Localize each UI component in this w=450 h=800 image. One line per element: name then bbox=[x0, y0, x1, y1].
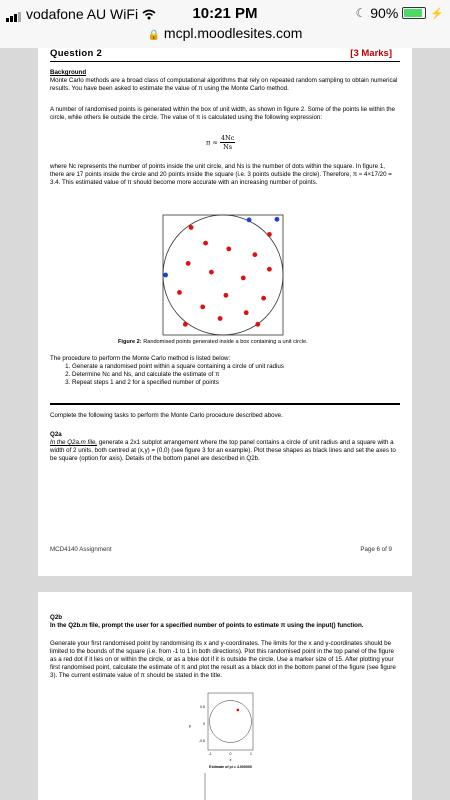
tasks-intro: Complete the following tasks to perform the Monte Carlo procedure described above. bbox=[50, 412, 283, 419]
mini-ytick: 0.5 bbox=[200, 705, 205, 709]
inside-point bbox=[261, 296, 266, 301]
q2a-body: generate a 2x1 subplot arrangement where the top panel contains a circle of unit radius and a square with a width of 2 units, both centred at (x,y) = (0,0) (see figure 3 for an example). Plot these shapes as black lines and set the axes to be square (option for axis). Details of the bottom panel are described in Q2b. bbox=[50, 439, 396, 463]
background-heading: Background bbox=[50, 69, 87, 76]
procedure-intro: The procedure to perform the Monte Carlo method is listed below: bbox=[50, 355, 231, 362]
mini-xlabel: x bbox=[229, 758, 232, 762]
footer-left: MCD4140 Assignment bbox=[50, 546, 112, 553]
inside-point bbox=[255, 322, 260, 327]
inside-point bbox=[177, 290, 182, 295]
inside-point bbox=[183, 322, 188, 327]
url-text: mcpl.moodlesites.com bbox=[163, 25, 303, 41]
q2b-heading: Q2b bbox=[50, 614, 63, 621]
footer-right: Page 6 of 9 bbox=[360, 546, 392, 553]
mini-square bbox=[208, 693, 253, 750]
mini-xtick: 1 bbox=[250, 752, 252, 756]
explanation-paragraph: where Nc represents the number of points inside the unit circle, and Ns is the number of dots within the square. In figure 1, there are 17 points inside the circle and 20 points inside the square (i.e. 3 points outside the circle). Therefore, π ≈ 4×17/20 = 3.4. This estimated value of π should become more accurate with an increasing number of points. bbox=[50, 163, 392, 187]
inside-point bbox=[200, 305, 205, 310]
charging-icon: ⚡ bbox=[430, 7, 444, 20]
formula-numerator: 4Nc bbox=[220, 134, 235, 142]
mini-red-point bbox=[237, 709, 240, 712]
status-bar bbox=[0, 0, 450, 48]
outside-point bbox=[275, 217, 280, 222]
battery-icon bbox=[402, 7, 426, 19]
inside-point bbox=[209, 270, 214, 275]
address-bar[interactable] bbox=[0, 25, 450, 41]
mini-title: Estimate of pi = 4.000000 bbox=[209, 765, 252, 769]
carrier-label: vodafone AU WiFi bbox=[26, 6, 139, 22]
mini-ylabel: y bbox=[189, 723, 191, 728]
outside-point bbox=[163, 273, 168, 278]
inside-point bbox=[218, 316, 223, 321]
inside-point bbox=[203, 241, 208, 246]
procedure-list bbox=[50, 363, 400, 387]
formula-denominator: Ns bbox=[223, 143, 233, 151]
inside-point bbox=[186, 261, 191, 266]
title-rule bbox=[50, 61, 400, 62]
procedure-step: 2. Determine Nc and Ns, and calculate the estimate of π bbox=[72, 371, 400, 379]
example-figure bbox=[185, 691, 265, 800]
lock-icon: 🔒 bbox=[147, 30, 161, 41]
question-marks: [3 Marks] bbox=[350, 48, 392, 59]
figure-caption: Figure 2: Randomised points generated inside a box containing a unit circle. bbox=[118, 339, 308, 345]
document-page-6 bbox=[38, 48, 412, 576]
inside-point bbox=[189, 225, 194, 230]
section-rule bbox=[50, 403, 400, 405]
inside-point bbox=[226, 247, 231, 252]
q2a-paragraph bbox=[50, 439, 400, 463]
q2a-file: In the Q2a.m file, bbox=[50, 439, 98, 446]
monte-carlo-figure bbox=[162, 214, 284, 336]
status-time: 10:21 PM bbox=[192, 5, 258, 22]
procedure-step: 1. Generate a randomised point within a square containing a circle of unit radius bbox=[72, 363, 400, 371]
inside-point bbox=[241, 276, 246, 281]
q2b-paragraph: Generate your first randomised point by randomising its x and y-coordinates. The limits for the x and y-coordinates should be limited to the bounds of the square (i.e. from -1 to 1 in both directions). Plot this randomised point in the top panel of the figure as a red dot if it lies on or within the circle, or as a blue dot if it is outside the circle. Use a marker size of 15. After plotting your first randomised point, calculate the estimate of π and plot the result as a black dot in the bottom panel of the figure (see figure 3). The current estimate value of π should be stated in the title. bbox=[50, 640, 396, 680]
inside-point bbox=[267, 232, 272, 237]
outside-point bbox=[247, 218, 252, 223]
mini-ytick: 0 bbox=[203, 722, 205, 726]
inside-point bbox=[267, 267, 272, 272]
unit-circle bbox=[163, 215, 283, 335]
formula-lhs: π ≈ bbox=[206, 138, 218, 147]
points-paragraph: A number of randomised points is generated within the box of unit width, as shown in figure 2. Some of the points lie within the circle, while others lie outside the circle. The value of π is calculated using the following expression: bbox=[50, 106, 395, 122]
figure-caption-text: Randomised points generated inside a box containing a unit circle. bbox=[143, 339, 308, 345]
inside-point bbox=[244, 310, 249, 315]
inside-point bbox=[224, 293, 229, 298]
unit-square bbox=[163, 215, 283, 335]
mini-xtick: -1 bbox=[208, 752, 212, 756]
document-page-7 bbox=[38, 592, 412, 800]
q2b-instruction: In the Q2b.m file, prompt the user for a specified number of points to estimate π using the input() function. bbox=[50, 622, 364, 629]
moon-icon: ☾ bbox=[355, 6, 367, 20]
q2a-heading: Q2a bbox=[50, 431, 62, 438]
battery-percent: 90% bbox=[370, 5, 399, 21]
inside-point bbox=[253, 252, 258, 257]
pi-formula bbox=[206, 134, 235, 151]
mini-ytick: -0.5 bbox=[198, 739, 205, 743]
status-right bbox=[356, 5, 445, 21]
procedure-step: 3. Repeat steps 1 and 2 for a specified number of points bbox=[72, 379, 400, 387]
background-paragraph: Monte Carlo methods are a broad class of computational algorithms that rely on repeated random sampling to obtain numerical results. You have been asked to estimate the value of π using the Monte Carlo method. bbox=[50, 77, 398, 93]
mini-xtick: 0 bbox=[229, 752, 232, 756]
question-title: Question 2 bbox=[50, 48, 103, 59]
random-points bbox=[163, 217, 279, 327]
